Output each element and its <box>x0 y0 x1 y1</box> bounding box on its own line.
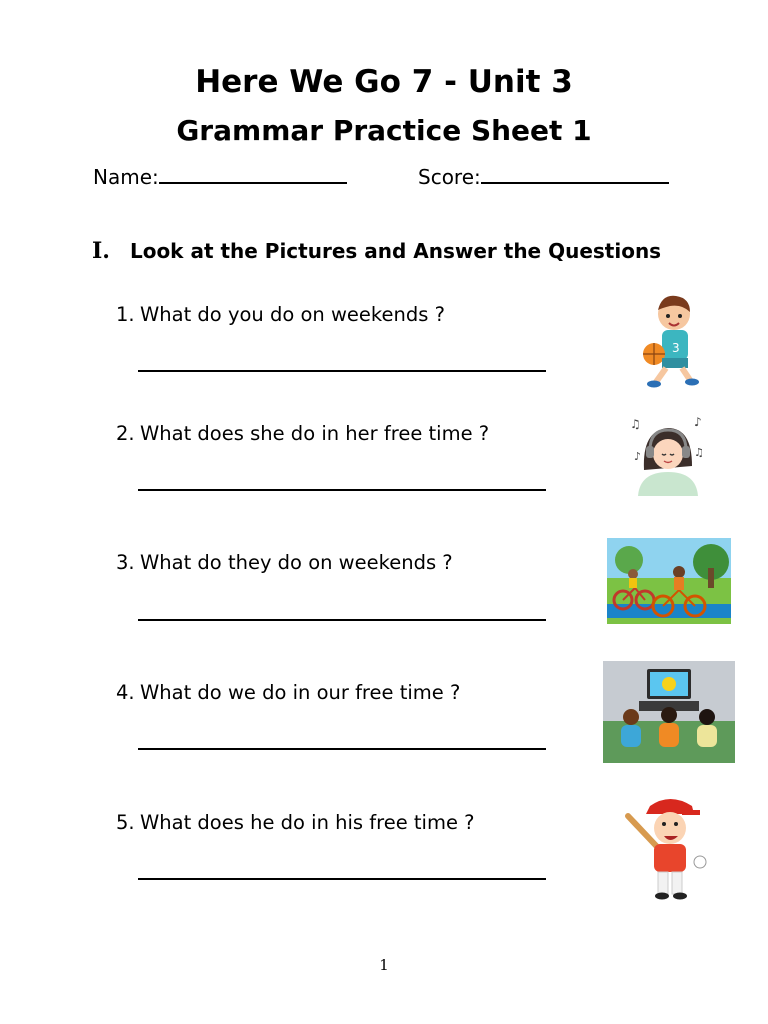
girl-headphones-music-illustration <box>622 410 712 500</box>
question-text: What do you do on weekends ? <box>140 303 445 326</box>
section-title: Look at the Pictures and Answer the Questions <box>129 239 662 263</box>
page-number: 1 <box>379 956 389 974</box>
name-blank-line <box>159 162 347 184</box>
question-1 <box>116 303 445 326</box>
name-label: Name: <box>93 165 159 189</box>
svg-text:♪: ♪ <box>694 415 702 429</box>
score-label: Score: <box>418 165 481 189</box>
svg-text:♫: ♫ <box>630 417 641 431</box>
kids-watching-tv-illustration <box>603 661 735 763</box>
answer-line-5[interactable] <box>138 878 546 880</box>
question-number: 4. <box>116 681 135 704</box>
boy-baseball-illustration <box>622 792 714 904</box>
answer-line-2[interactable] <box>138 489 546 491</box>
kids-cycling-illustration <box>607 538 731 624</box>
worksheet-title: Here We Go 7 - Unit 3 <box>195 64 573 100</box>
question-text: What does she do in her free time ? <box>140 422 490 445</box>
question-number: 3. <box>116 551 135 574</box>
score-field <box>418 162 669 189</box>
answer-line-4[interactable] <box>138 748 546 750</box>
worksheet-subtitle: Grammar Practice Sheet 1 <box>176 114 592 147</box>
question-4 <box>116 681 460 704</box>
question-text: What do we do in our free time ? <box>140 681 461 704</box>
score-blank-line <box>481 162 669 184</box>
svg-text:♫: ♫ <box>694 446 704 459</box>
name-field <box>93 162 347 189</box>
question-text: What does he do in his free time ? <box>140 811 475 834</box>
question-5 <box>116 811 475 834</box>
question-3 <box>116 551 453 574</box>
answer-line-1[interactable] <box>138 370 546 372</box>
question-number: 1. <box>116 303 135 326</box>
answer-line-3[interactable] <box>138 619 546 621</box>
svg-text:3: 3 <box>672 341 680 355</box>
svg-text:♪: ♪ <box>634 450 642 463</box>
boy-basketball-illustration <box>612 282 720 392</box>
question-number: 5. <box>116 811 135 834</box>
section-numeral: I. <box>92 238 110 264</box>
question-number: 2. <box>116 422 135 445</box>
question-text: What do they do on weekends ? <box>140 551 453 574</box>
question-2 <box>116 422 489 445</box>
section-heading <box>92 238 661 264</box>
